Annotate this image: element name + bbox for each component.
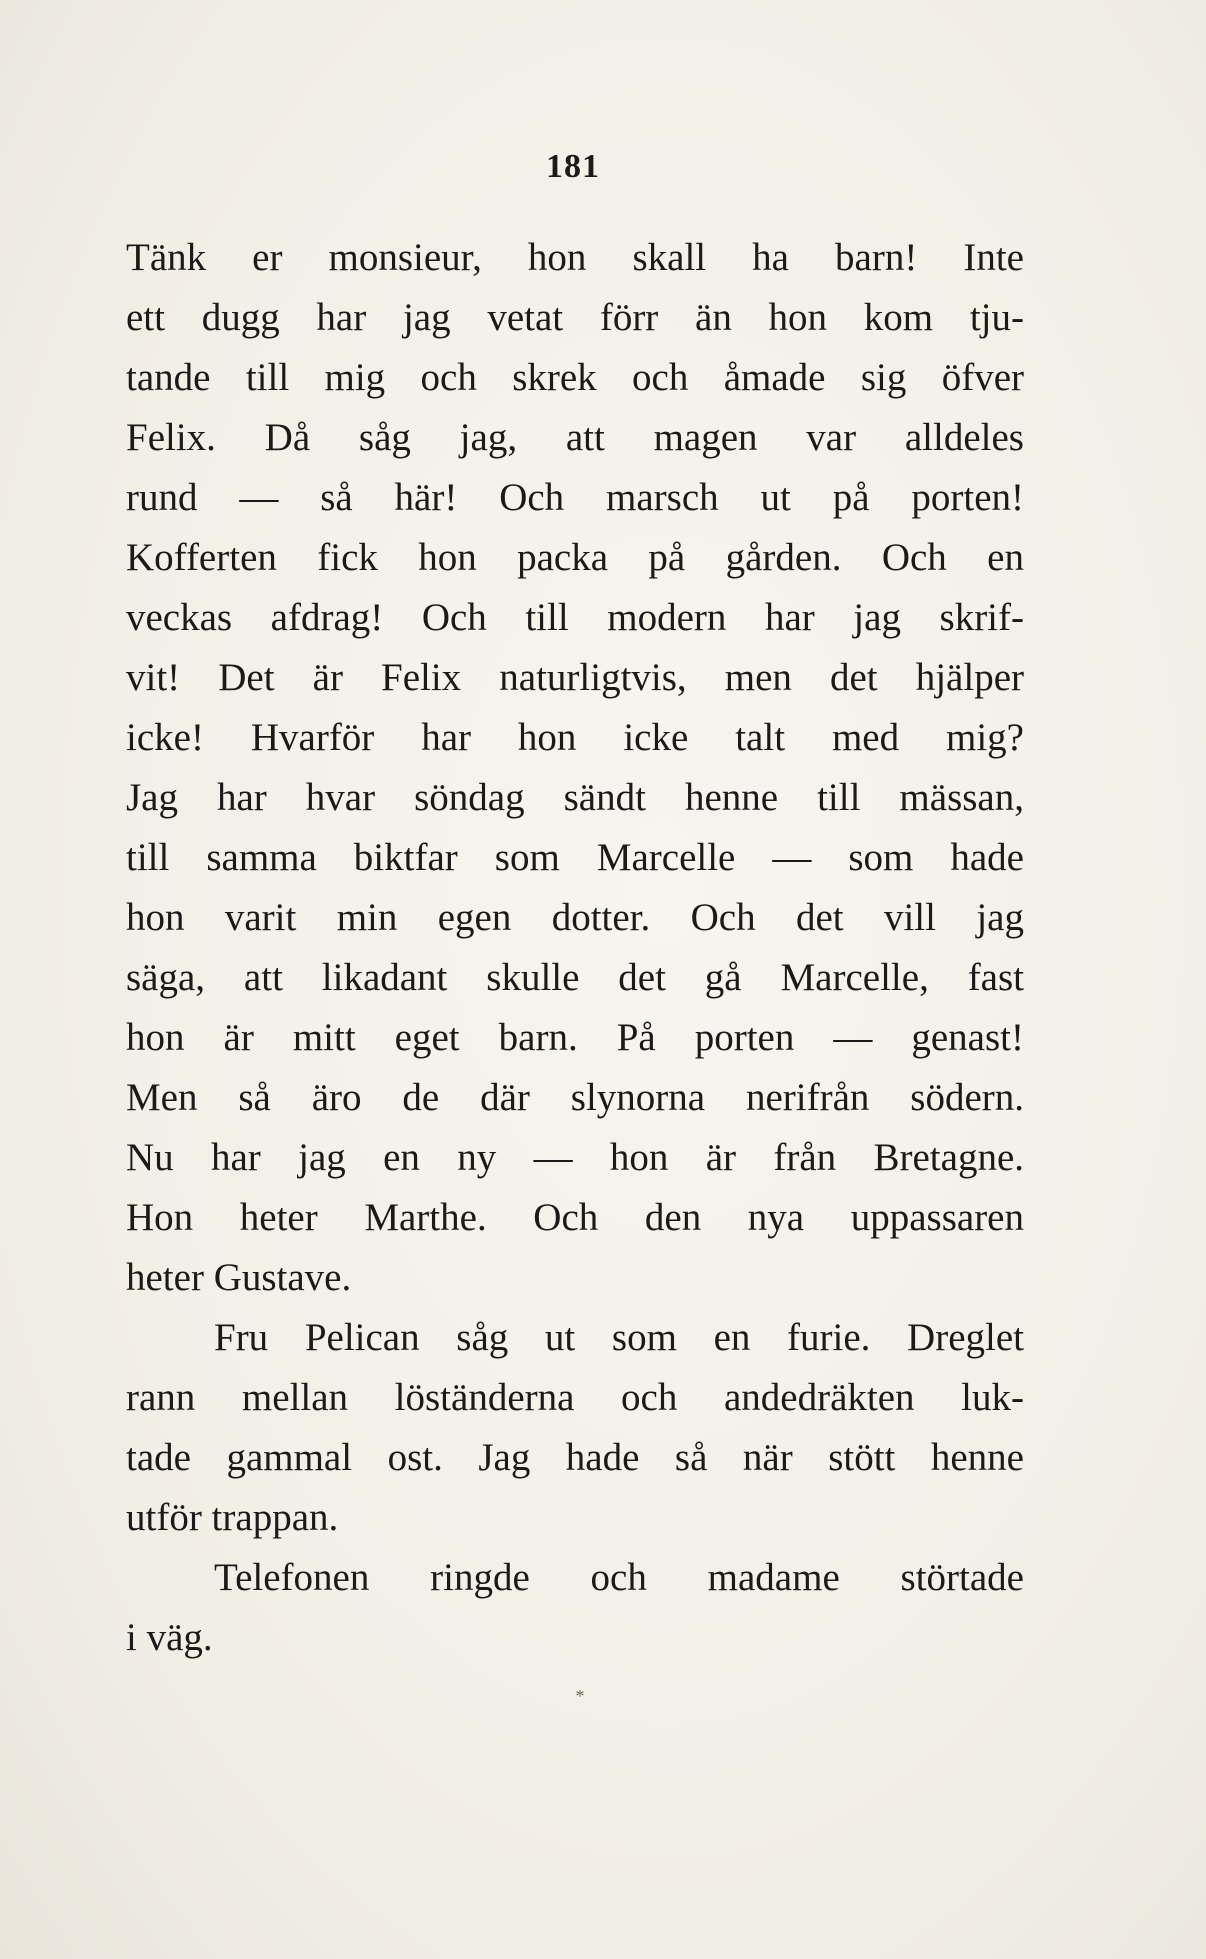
text-line: Jag har hvar söndag sändt henne till mässan, bbox=[126, 776, 1024, 819]
text-line: ett dugg har jag vetat förr än hon kom tju- bbox=[126, 296, 1024, 339]
text-line: tade gammal ost. Jag hade så när stött henne bbox=[126, 1436, 1024, 1479]
text-line: rund — så här! Och marsch ut på porten! bbox=[126, 476, 1024, 519]
text-line: tande till mig och skrek och åmade sig öfver bbox=[126, 356, 1024, 399]
text-line: icke! Hvarför har hon icke talt med mig? bbox=[126, 716, 1024, 759]
text-line: Men så äro de där slynorna nerifrån södern. bbox=[126, 1076, 1024, 1119]
text-line: Tänk er monsieur, hon skall ha barn! Inte bbox=[126, 236, 1024, 279]
text-line: i väg. bbox=[126, 1616, 213, 1659]
page-number: 181 bbox=[546, 148, 600, 185]
text-line: Kofferten fick hon packa på gården. Och en bbox=[126, 536, 1024, 579]
text-line: Telefonen ringde och madame störtade bbox=[214, 1556, 1024, 1599]
text-line: utför trappan. bbox=[126, 1496, 339, 1539]
paragraph bbox=[126, 1548, 1024, 1668]
text-line: rann mellan löständerna och andedräkten luk- bbox=[126, 1376, 1024, 1419]
section-break-asterisk: * bbox=[575, 1686, 585, 1706]
text-line: veckas afdrag! Och till modern har jag skrif- bbox=[126, 596, 1024, 639]
text-line: hon varit min egen dotter. Och det vill jag bbox=[126, 896, 1024, 939]
text-line: vit! Det är Felix naturligtvis, men det hjälper bbox=[126, 656, 1024, 699]
paragraph bbox=[126, 228, 1024, 1308]
text-line: heter Gustave. bbox=[126, 1256, 352, 1299]
text-line: Felix. Då såg jag, att magen var alldeles bbox=[126, 416, 1024, 459]
text-line: säga, att likadant skulle det gå Marcelle, fast bbox=[126, 956, 1024, 999]
text-line: Hon heter Marthe. Och den nya uppassaren bbox=[126, 1196, 1024, 1239]
text-line: hon är mitt eget barn. På porten — genast! bbox=[126, 1016, 1024, 1059]
text-line: till samma biktfar som Marcelle — som hade bbox=[126, 836, 1024, 879]
text-line: Nu har jag en ny — hon är från Bretagne. bbox=[126, 1136, 1024, 1179]
body-text bbox=[126, 228, 1024, 1668]
text-line: Fru Pelican såg ut som en furie. Dreglet bbox=[214, 1316, 1024, 1359]
paragraph bbox=[126, 1308, 1024, 1548]
